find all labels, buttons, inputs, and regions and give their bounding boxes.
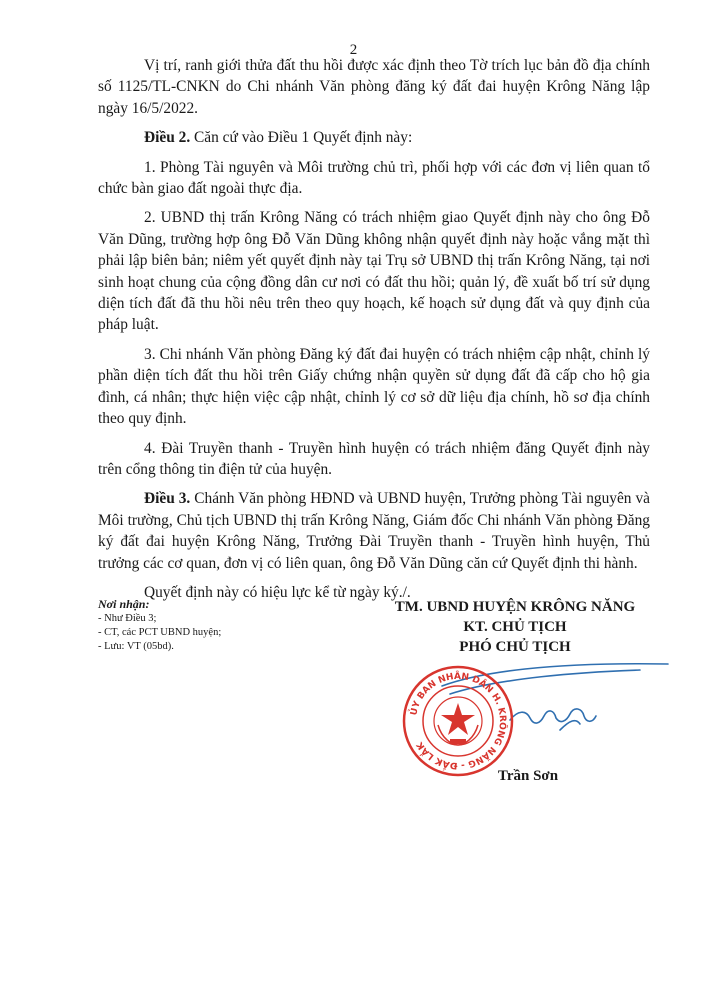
article-2-item-1: 1. Phòng Tài nguyên và Môi trường chủ trì, phối hợp với các đơn vị liên quan tổ chức bàn giao đất ngoài thực địa. bbox=[98, 158, 650, 198]
article-3-text: Chánh Văn phòng HĐND và UBND huyện, Trưởng phòng Tài nguyên và Môi trường, Chủ tịch UBND thị trấn Krông Năng, Giám đốc Chi nhánh Văn phòng Đăng ký đất đai huyện Krông Năng, Trưởng Đài Truyền thanh - Truyền hình huyện, Thủ trưởng các cơ quan, đơn vị có liên quan, ông Đỗ Văn Dũng căn cứ Quyết định thi hành. bbox=[98, 490, 650, 572]
effective-clause: Quyết định này có hiệu lực kể từ ngày ký./. bbox=[144, 583, 411, 601]
article-3-label: Điều 3. bbox=[144, 490, 191, 508]
signer-title: PHÓ CHỦ TỊCH bbox=[459, 639, 571, 655]
article-2-item-4: 4. Đài Truyền thanh - Truyền hình huyện có trách nhiệm đăng Quyết định này trên cổng thông tin điện tử của huyện. bbox=[98, 439, 650, 478]
article-3 bbox=[98, 488, 650, 574]
recipient-item: - CT, các PCT UBND huyện; bbox=[98, 627, 222, 638]
seal-icon bbox=[402, 665, 514, 777]
recipients-block bbox=[98, 597, 298, 654]
official-seal bbox=[402, 665, 514, 777]
article-2-heading bbox=[98, 127, 650, 148]
signer-block bbox=[360, 597, 670, 657]
paragraph-location: Vị trí, ranh giới thửa đất thu hồi được xác định theo Tờ trích lục bản đồ địa chính số 1125/TL-CNKN do Chi nhánh Văn phòng đăng ký đất đai huyện Krông Năng lập ngày 16/5/2022. bbox=[98, 57, 650, 117]
page-number: 2 bbox=[349, 42, 358, 58]
recipients-title: Nơi nhận: bbox=[98, 597, 150, 611]
article-2-item-2: 2. UBND thị trấn Krông Năng có trách nhiệm giao Quyết định này cho ông Đỗ Văn Dũng, trường hợp ông Đỗ Văn Dũng không nhận quyết định này hoặc vắng mặt thì phải lập biên bản; niêm yết quyết định này tại Trụ sở UBND thị trấn Krông Năng, tại nơi sinh hoạt chung của cộng đồng dân cư nơi có đất thu hồi; quản lý, đề xuất bố trí sử dụng diện tích đất đã thu hồi nêu trên theo quy hoạch, kế hoạch sử dụng đất và quy định của pháp luật. bbox=[98, 209, 650, 334]
signer-authority: KT. CHỦ TỊCH bbox=[463, 619, 567, 635]
signer-name: Trần Sơn bbox=[497, 768, 559, 784]
seal-text: ỦY BAN NHÂN DÂN H. KRÔNG NĂNG - ĐẮK LẮK bbox=[409, 671, 508, 771]
signer-org: TM. UBND HUYỆN KRÔNG NĂNG bbox=[394, 599, 636, 615]
article-2-text: Căn cứ vào Điều 1 Quyết định này: bbox=[190, 129, 413, 147]
article-2-label: Điều 2. bbox=[144, 129, 191, 147]
article-2-item-3: 3. Chi nhánh Văn phòng Đăng ký đất đai huyện có trách nhiệm cập nhật, chỉnh lý phần diện tích đất thu hồi trên Giấy chứng nhận quyền sử dụng đất đã cấp cho hộ gia đình, cá nhân; thực hiện việc cập nhật, chỉnh lý cơ sở dữ liệu địa chính, hồ sơ địa chính theo quy định. bbox=[98, 345, 650, 428]
recipient-item: - Như Điều 3; bbox=[98, 613, 157, 624]
recipient-item: - Lưu: VT (05bd). bbox=[98, 641, 174, 652]
decision-body bbox=[98, 55, 650, 611]
